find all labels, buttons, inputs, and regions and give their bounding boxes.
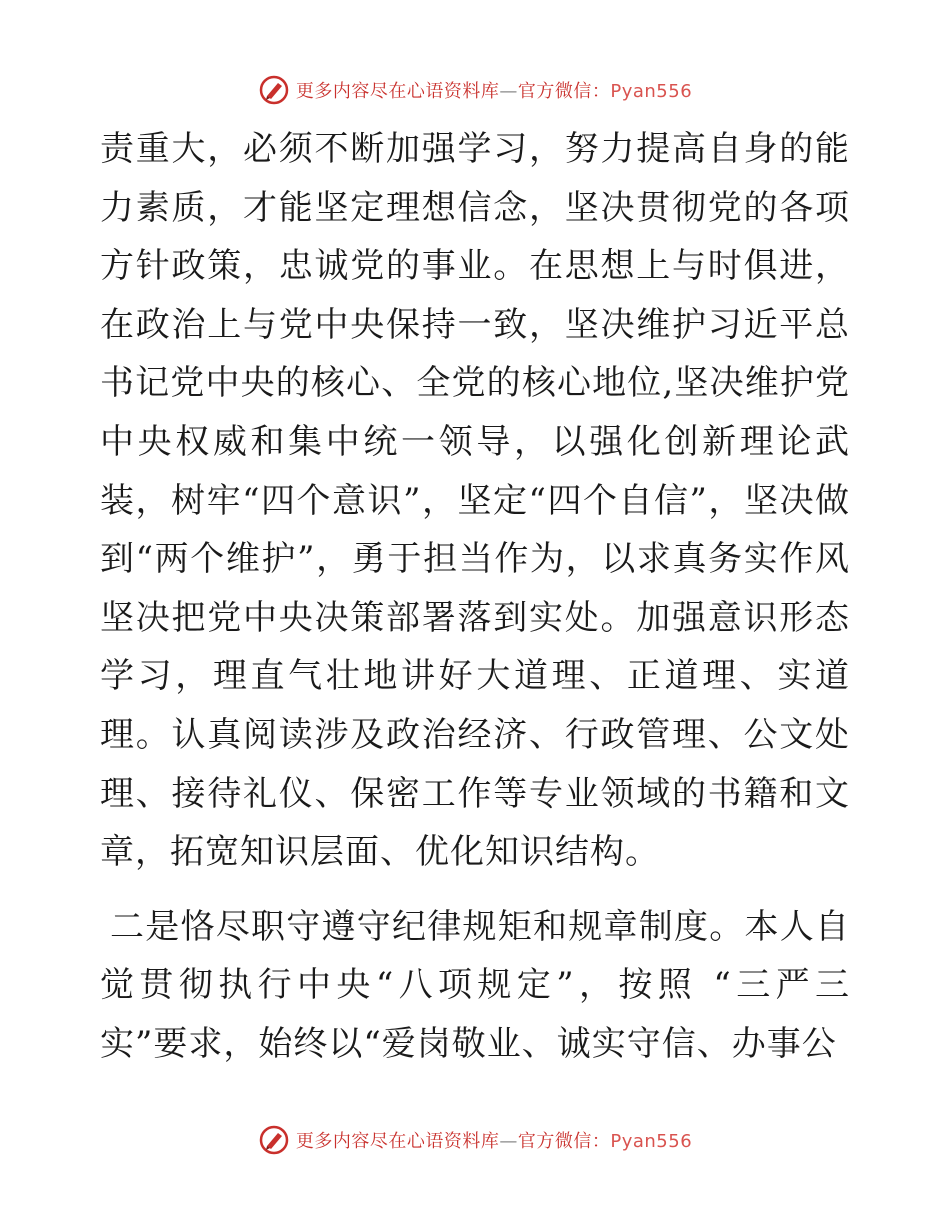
footer-watermark — [0, 1120, 950, 1160]
watermark-text — [296, 1127, 692, 1153]
pen-logo-icon — [258, 1124, 290, 1156]
pen-logo-icon — [258, 74, 290, 106]
document-body — [100, 120, 850, 1074]
paragraph-2: 二是恪尽职守遵守纪律规矩和规章制度。本人自觉贯彻执行中央“八项规定”，按照 “三严三实”要求，始终以“爱岗敬业、诚实守信、办事公 — [100, 906, 850, 1064]
watermark-id: Pyan556 — [610, 1131, 693, 1152]
watermark-separator: — — [499, 81, 518, 102]
watermark-id: Pyan556 — [610, 81, 693, 102]
watermark-title: 更多内容尽在心语资料库 — [295, 1131, 500, 1152]
watermark-text — [296, 77, 692, 103]
paragraph-1: 责重大，必须不断加强学习，努力提高自身的能力素质，才能坚定理想信念，坚决贯彻党的各项方针政策，忠诚党的事业。在思想上与时俱进，在政治上与党中央保持一致，坚决维护习近平总书记党中央的核心、全党的核心地位,坚决维护党中央权威和集中统一领导，以强化创新理论武装，树牢“四个意识”，坚定“四个自信”，坚决做到“两个维护”，勇于担当作为，以求真务实作风坚决把党中央决策部署落到实处。加强意识形态学习，理直气壮地讲好大道理、正道理、实道理。认真阅读涉及政治经济、行政管理、公文处理、接待礼仪、保密工作等专业领域的书籍和文章，拓宽知识层面、优化知识结构。 — [100, 129, 850, 873]
watermark-separator: — — [499, 1131, 518, 1152]
watermark-label: 官方微信： — [517, 1131, 611, 1152]
watermark-label: 官方微信： — [517, 81, 611, 102]
header-watermark — [0, 70, 950, 110]
watermark-title: 更多内容尽在心语资料库 — [295, 81, 500, 102]
